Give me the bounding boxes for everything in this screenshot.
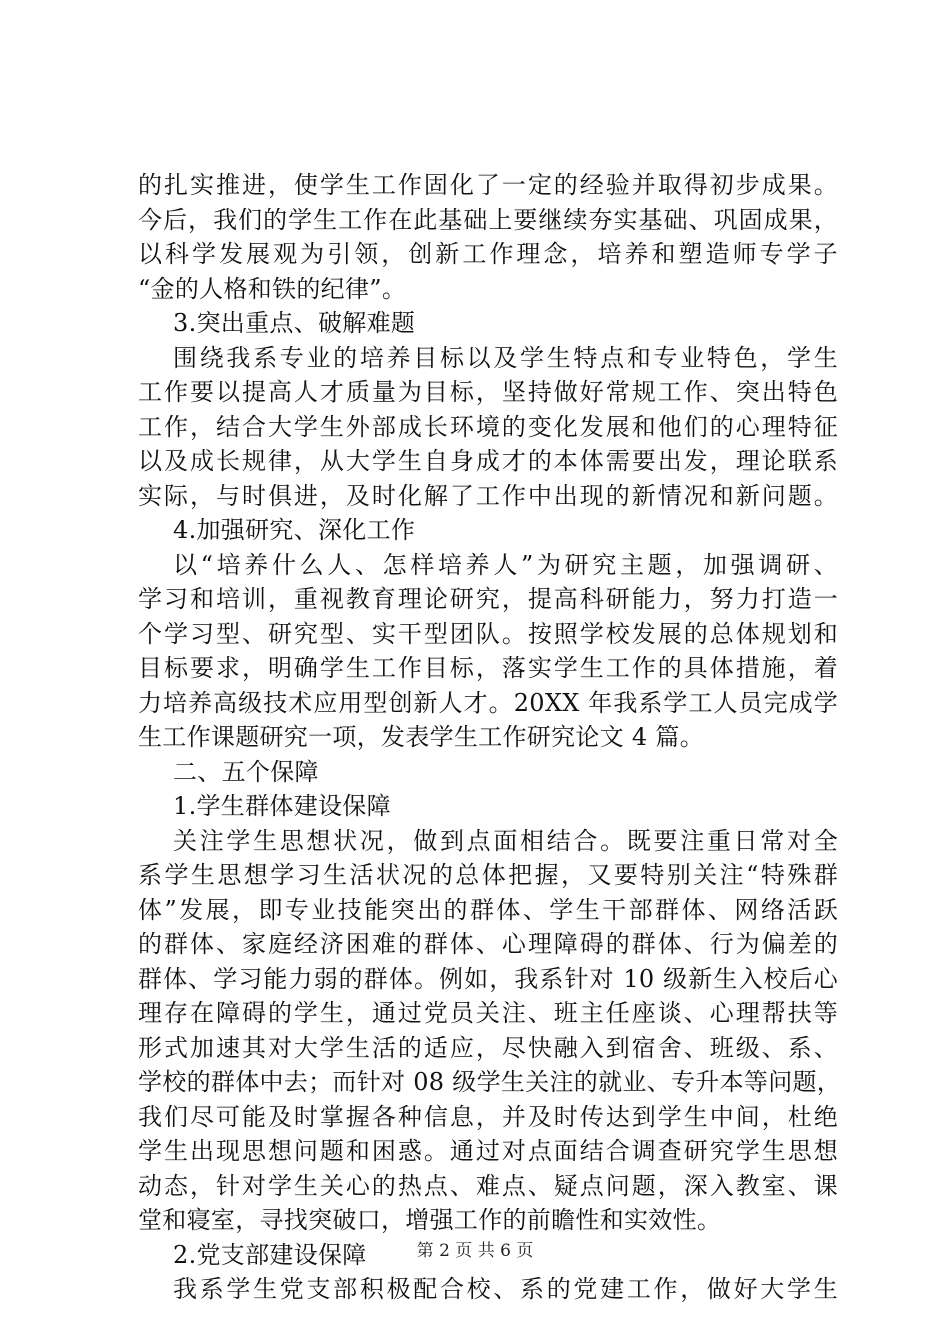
- text-line: 个学习型、研究型、实干型团队。按照学校发展的总体规划和: [138, 619, 838, 648]
- text-line: 今后，我们的学生工作在此基础上要继续夯实基础、巩固成果，: [138, 205, 838, 234]
- text-line: 目标要求，明确学生工作目标，落实学生工作的具体措施，着: [138, 654, 838, 682]
- text-line: 我系学生党支部积极配合校、系的党建工作，做好大学生: [173, 1275, 838, 1303]
- text-line: 系学生思想学习生活状况的总体把握，又要特别关注“特殊群: [138, 861, 838, 889]
- text-line: 实际，与时俱进，及时化解了工作中出现的新情况和新问题。: [138, 481, 838, 510]
- page-footer: 第 2 页 共 6 页: [416, 1241, 534, 1261]
- text-line: 以及成长规律，从大学生自身成才的本体需要出发，理论联系: [138, 447, 838, 475]
- document-body: [138, 168, 842, 1307]
- text-line: 1.学生群体建设保障: [173, 792, 391, 820]
- text-line: 4.加强研究、深化工作: [173, 516, 416, 544]
- text-line: 工作要以提高人才质量为目标，坚持做好常规工作、突出特色: [138, 378, 838, 406]
- text-line: 围绕我系专业的培养目标以及学生特点和专业特色，学生: [173, 343, 838, 372]
- text-line: 理存在障碍的学生，通过党员关注、班主任座谈、心理帮扶等: [138, 999, 838, 1027]
- text-line: 3.突出重点、破解难题: [173, 309, 416, 337]
- text-line: 的群体、家庭经济困难的群体、心理障碍的群体、行为偏差的: [138, 930, 838, 958]
- text-line: 堂和寝室，寻找突破口，增强工作的前瞻性和实效性。: [138, 1206, 722, 1234]
- text-line: “金的人格和铁的纪律”。: [138, 274, 407, 303]
- text-line: 生工作课题研究一项，发表学生工作研究论文 4 篇。: [138, 723, 705, 751]
- text-line: 以科学发展观为引领，创新工作理念，培养和塑造师专学子: [138, 240, 838, 268]
- text-line: 力培养高级技术应用型创新人才。20XX 年我系学工人员完成学: [138, 688, 838, 717]
- text-line: 2.党支部建设保障: [173, 1240, 367, 1269]
- text-line: 工作，结合大学生外部成长环境的变化发展和他们的心理特征: [138, 412, 838, 441]
- text-line: 学生出现思想问题和困惑。通过对点面结合调查研究学生思想: [138, 1137, 838, 1165]
- text-line: 学校的群体中去；而针对 08 级学生关注的就业、专升本等问题，: [138, 1068, 842, 1096]
- text-line: 的扎实推进，使学生工作固化了一定的经验并取得初步成果。: [138, 171, 838, 199]
- text-line: 关注学生思想状况，做到点面相结合。既要注重日常对全: [173, 826, 838, 855]
- text-line: 体”发展，即专业技能突出的群体、学生干部群体、网络活跃: [138, 895, 838, 924]
- text-line: 我们尽可能及时掌握各种信息，并及时传达到学生中间，杜绝: [138, 1102, 838, 1131]
- text-line: 二、五个保障: [173, 757, 319, 786]
- text-line: 动态，针对学生关心的热点、难点、疑点问题，深入教室、课: [138, 1171, 838, 1200]
- text-line: 以“培养什么人、怎样培养人”为研究主题，加强调研、: [173, 550, 838, 579]
- text-line: 形式加速其对大学生活的适应，尽快融入到宿舍、班级、系、: [138, 1033, 838, 1062]
- text-line: 学习和培训，重视教育理论研究，提高科研能力，努力打造一: [138, 585, 838, 613]
- text-line: 群体、学习能力弱的群体。例如，我系针对 10 级新生入校后心: [138, 964, 838, 993]
